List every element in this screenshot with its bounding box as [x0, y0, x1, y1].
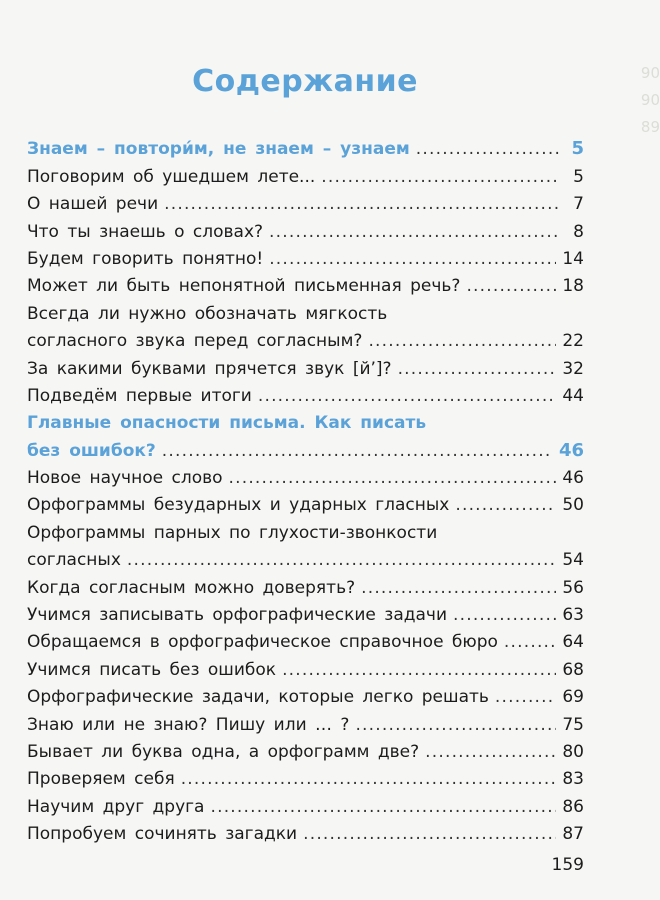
leader-dots [229, 467, 557, 489]
bleed-through-numbers: 90 90 89 [640, 64, 660, 136]
page-title: Содержание [192, 64, 418, 99]
toc-entry[interactable] [27, 188, 584, 215]
toc-entry[interactable] [27, 736, 584, 763]
toc-entry[interactable] [27, 571, 584, 598]
toc-entry-title: О нашей речи [27, 194, 159, 215]
toc-entry-title: Обращаемся в орфографическое справочное бюро [27, 632, 498, 653]
toc-entry[interactable] [27, 352, 584, 379]
leader-dots [321, 166, 560, 188]
toc-entry-title: Может ли быть непонятной письменная речь? [27, 276, 461, 297]
leader-dots [453, 604, 556, 626]
toc-entry-page: 69 [562, 687, 584, 708]
toc-entry-page: 83 [562, 769, 584, 790]
toc-entry-title: без ошибок? [27, 440, 156, 461]
toc-entry-title: Всегда ли нужно обозначать мягкость [27, 303, 388, 324]
toc-entry-page: 54 [562, 550, 584, 571]
toc-entry-page: 18 [562, 276, 584, 297]
toc-entry-title: Знаем – повтори́м, не знаем – узнаем [27, 139, 410, 160]
toc-entry-page: 64 [562, 632, 584, 653]
toc-entry-title: Будем говорить понятно! [27, 248, 264, 269]
toc-entry-page: 22 [562, 331, 584, 352]
toc-entry-page: 68 [562, 659, 584, 680]
toc-entry-page: 7 [573, 194, 584, 215]
toc-entry[interactable] [27, 215, 584, 242]
toc-entry-page: 46 [562, 468, 584, 489]
toc-entry-page: 14 [562, 248, 584, 269]
toc-entry-page: 5 [571, 138, 584, 160]
toc-entry[interactable] [27, 653, 584, 680]
toc-entry-page: 50 [562, 495, 584, 516]
toc-entry-title: Знаю или не знаю? Пишу или … ? [27, 714, 350, 735]
leader-dots [162, 440, 553, 462]
toc-entry[interactable] [27, 325, 584, 352]
leader-dots [269, 221, 560, 243]
toc-entry-page: 80 [562, 741, 584, 762]
toc-entry-page: 63 [562, 605, 584, 626]
toc-entry-title: Главные опасности письма. Как писать [27, 413, 427, 434]
toc-entry-title: За какими буквами прячется звук [й’]? [27, 358, 392, 379]
leader-dots [495, 686, 556, 708]
toc-entry-title: согласных [27, 550, 121, 571]
toc-entry[interactable] [27, 790, 584, 817]
toc-entry-title: Орфограммы парных по глухости-звонкости [27, 522, 438, 543]
toc-entry-title: Проверяем себя [27, 769, 175, 790]
leader-dots [355, 714, 556, 736]
leader-dots [368, 330, 556, 352]
toc-entry-title: Бывает ли буква одна, а орфограмм две? [27, 741, 420, 762]
toc-entry-page: 56 [562, 577, 584, 598]
toc-entry-page: 44 [562, 385, 584, 406]
toc-entry[interactable] [27, 544, 584, 571]
leader-dots [455, 494, 556, 516]
toc-entry-title: Новое научное слово [27, 468, 223, 489]
toc-entry[interactable] [27, 270, 584, 297]
leader-dots [258, 385, 557, 407]
leader-dots [398, 358, 557, 380]
leader-dots [282, 659, 556, 681]
toc-entry[interactable] [27, 818, 584, 845]
toc-entry-title: Орфографические задачи, которые легко решать [27, 687, 489, 708]
toc-entry[interactable] [27, 407, 584, 434]
toc-entry[interactable] [27, 297, 584, 324]
leader-dots [210, 796, 556, 818]
toc-entry-title: Орфограммы безударных и ударных гласных [27, 495, 450, 516]
toc-entry[interactable] [27, 489, 584, 516]
toc-entry-page: 32 [562, 358, 584, 379]
toc-entry[interactable] [27, 626, 584, 653]
leader-dots [425, 741, 556, 763]
toc-entry-title: Учимся писать без ошибок [27, 659, 277, 680]
leader-dots [303, 823, 556, 845]
toc-entry[interactable] [27, 708, 584, 735]
toc-entry[interactable] [27, 243, 584, 270]
toc-entry-title: Когда согласным можно доверять? [27, 577, 356, 598]
leader-dots [466, 275, 556, 297]
toc-entry-title: Учимся записывать орфографические задачи [27, 605, 448, 626]
toc-entry-page: 86 [562, 796, 584, 817]
toc-entry[interactable] [27, 462, 584, 489]
page-number: 159 [551, 855, 584, 875]
leader-dots [269, 248, 556, 270]
leader-dots [416, 138, 560, 160]
toc-entry-title: Научим друг друга [27, 796, 205, 817]
toc-entry-page: 87 [562, 824, 584, 845]
toc-entry-title: Что ты знаешь о словах? [27, 221, 264, 242]
toc-entry[interactable] [27, 380, 584, 407]
toc-entry[interactable] [27, 763, 584, 790]
leader-dots [164, 193, 560, 215]
toc-entry-title: Поговорим об ушедшем лете... [27, 166, 316, 187]
toc-entry-title: согласного звука перед согласным? [27, 331, 363, 352]
toc-entry[interactable] [27, 681, 584, 708]
toc-entry[interactable] [27, 516, 584, 543]
leader-dots [127, 549, 556, 571]
leader-dots [361, 577, 556, 599]
toc-entry-page: 8 [573, 221, 584, 242]
toc-entry[interactable] [27, 133, 584, 160]
table-of-contents [27, 133, 584, 845]
toc-entry-page: 46 [558, 439, 584, 461]
leader-dots [504, 631, 556, 653]
toc-entry[interactable] [27, 599, 584, 626]
leader-dots [181, 768, 557, 790]
toc-entry[interactable] [27, 434, 584, 461]
toc-entry-title: Подведём первые итоги [27, 385, 252, 406]
toc-entry-page: 5 [573, 166, 584, 187]
toc-entry[interactable] [27, 160, 584, 187]
toc-entry-page: 75 [562, 714, 584, 735]
toc-entry-title: Попробуем сочинять загадки [27, 824, 298, 845]
